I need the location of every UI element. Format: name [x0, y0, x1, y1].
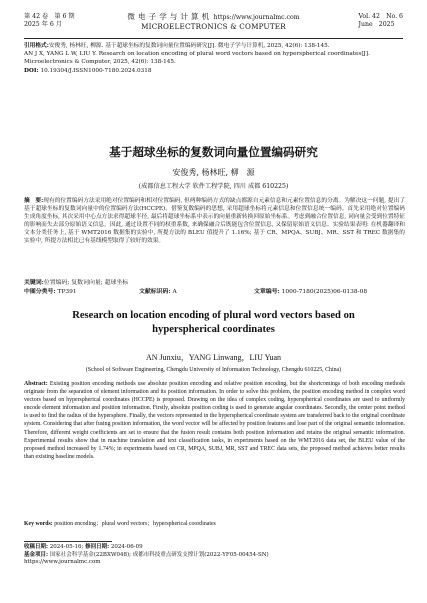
doi-label: DOI: — [24, 67, 39, 74]
issue-info-cn — [24, 13, 75, 29]
keywords-en-text: position encoding；plural word vectors；hyperspherical coordinates — [54, 521, 216, 527]
journal-name-en: MICROELECTRONICS & COMPUTER — [141, 22, 286, 31]
dates-line: 收稿日期: 2024-05-16; 修回日期: 2024-06-09 — [24, 544, 143, 550]
keywords-en-label: Key words: — [24, 521, 53, 527]
abstract-cn — [24, 197, 405, 246]
journal-name — [108, 12, 319, 31]
authors-cn: 安俊秀, 杨林旺, 柳 源 — [172, 168, 255, 177]
document-code: 文献标识码: A — [139, 288, 177, 295]
footnote — [24, 544, 405, 567]
abstract-en — [24, 380, 405, 461]
abstract-en-text: Existing position encoding methods use absolute position encoding and relative position encoding, but the shortcomings of both encoding methods originate from the separation of element information and its position information. In order to solve this problem, the position encoding method in complex word vectors based on hyperspherical coordinates (HCCPE) is proposed. Drawing on the idea of complex coding, hyperspherical coordinates are used to uniformly encode element information and position information. Firstly, absolute position coding is used to generate angular coordinates. Secondly, the center point method is used to find the radius of the hypersphere. Finally, the vectors represented in the hyperspherical coordinate system are transferred back to the original coordinate system. Considering that after fusing position information, the word vector will be affected by position features and lose part of the original semantic information. Therefore, different weight coefficients are set to ensure that the fusion result contains both position information and retains the original semantic information. Experimental results show that in machine translation and text classification tasks, in experiments based on the WMT2016 data set, the BLEU value of the proposed method increased by 1.74%; in experiments based on CR, MPQA, SUBJ, MR, SST and TREC data sets, the proposed method achieves better results than existing baseline models. — [24, 381, 405, 460]
revised-date: 2024-06-09 — [110, 544, 143, 550]
abstract-cn-text: 现有的位置编码方法采用绝对位置编码和相对位置编码, 但两种编码方式的缺点都源自元素信息和元素位置信息的分离。为解决这一问题, 提出了基于超球坐标的复数词向量中的位置编码方法(HCCPE)。借鉴复数编码的思想, 采用超球坐标将元素信息和位置信息统一编码。首先采用绝对位置编码生成角度坐标, 其次采用中心点方法求得超球半径, 最后将超球坐标系中表示的向量重新转换回原始坐标系。考虑到融合位置信息, 词向量会受到位置特征的影响而失去部分原始语义信息。因此, 通过设置不同的权重系数, 来确保融合后既能包含位置信息, 又保留原始语义信息。实验结果表明: 在机器翻译和文本分类任务上, 基于 WMT2016 数据集的实验中, 所提方法的 BLEU 值提升了 1.16%; 基于 CR、MPQA、SUBJ、MR、SST 和 TREC 数据集的实验中, 所提方法相比已有基线模型取得了较好的效果。 — [24, 198, 406, 245]
date-en: June 2025 — [358, 21, 395, 28]
footnote-divider — [24, 541, 112, 542]
keywords-en — [24, 518, 405, 527]
affiliation-en: (School of Software Engineering, Chengdu University of Information Technology, Chengdu 610225, China) — [85, 367, 342, 373]
date-cn: 2025 年 6 月 — [24, 21, 62, 28]
citation-block — [24, 42, 405, 75]
keywords-cn-text: 位置编码; 复数词向量; 超球坐标 — [43, 280, 129, 286]
received-date: 2024-05-16; — [49, 544, 84, 550]
running-header — [24, 11, 403, 37]
journal-url[interactable]: https://www.journalmc.com — [213, 14, 300, 21]
authors-en: AN Junxiu，YANG Linwang，LIU Yuan — [145, 353, 282, 362]
abstract-en-label: Abstract: — [24, 381, 48, 387]
fund-text: 国家社会科学基金(22BXW048); 成都市科技重点研发支撑计划(2022-YF05-00454-SN) — [49, 551, 269, 558]
affiliation-cn: (成都信息工程大学 软件工程学院, 四川 成都 610225) — [138, 183, 289, 190]
citation-label: 引用格式: — [24, 43, 49, 49]
volume-issue-cn: 第 42 卷 第 6 期 — [24, 13, 75, 20]
keywords-cn-label: 关键词: — [24, 279, 44, 286]
abstract-cn-label: 摘 要: — [24, 198, 44, 204]
issue-info-en — [359, 13, 404, 29]
keywords-cn — [24, 279, 405, 287]
paper-title-en: Research on location encoding of plural word vectors based on hyperspherical coordinates — [72, 310, 355, 335]
fund-line: 基金项目: 国家社会科学基金(22BXW048); 成都市科技重点研发支撑计划(2022-YF05-00454-SN) — [24, 551, 269, 558]
doi-value[interactable]: 10.19304/J.ISSN1000-7180.2024.0318 — [40, 67, 152, 74]
article-number: 文章编号: 1000-7180(2025)06-0138-08 — [254, 288, 368, 295]
footer-url[interactable]: https://www.journalmc.com — [24, 559, 101, 566]
clc-number: 中图分类号: TP391 — [24, 288, 77, 295]
paper-title-cn: 基于超球坐标的复数词向量位置编码研究 — [109, 145, 318, 159]
header-divider — [24, 38, 403, 39]
journal-name-cn: 微 电 子 学 与 计 算 机 — [127, 12, 210, 21]
volume-issue-en: Vol. 42 No. 6 — [358, 13, 403, 20]
citation-en: AN J X, YANG L W, LIU Y. Research on location encoding of plural word vectors based on hyperspherical coordinates[J]. Microelectronics & Computer, 2025, 42(6): 138-145. — [24, 51, 370, 66]
citation-cn: 安俊秀, 杨林旺, 柳源. 基于超球坐标的复数词向量位置编码研究[J]. 微电子学与计算机, 2025, 42(6): 138-145. — [48, 43, 330, 49]
